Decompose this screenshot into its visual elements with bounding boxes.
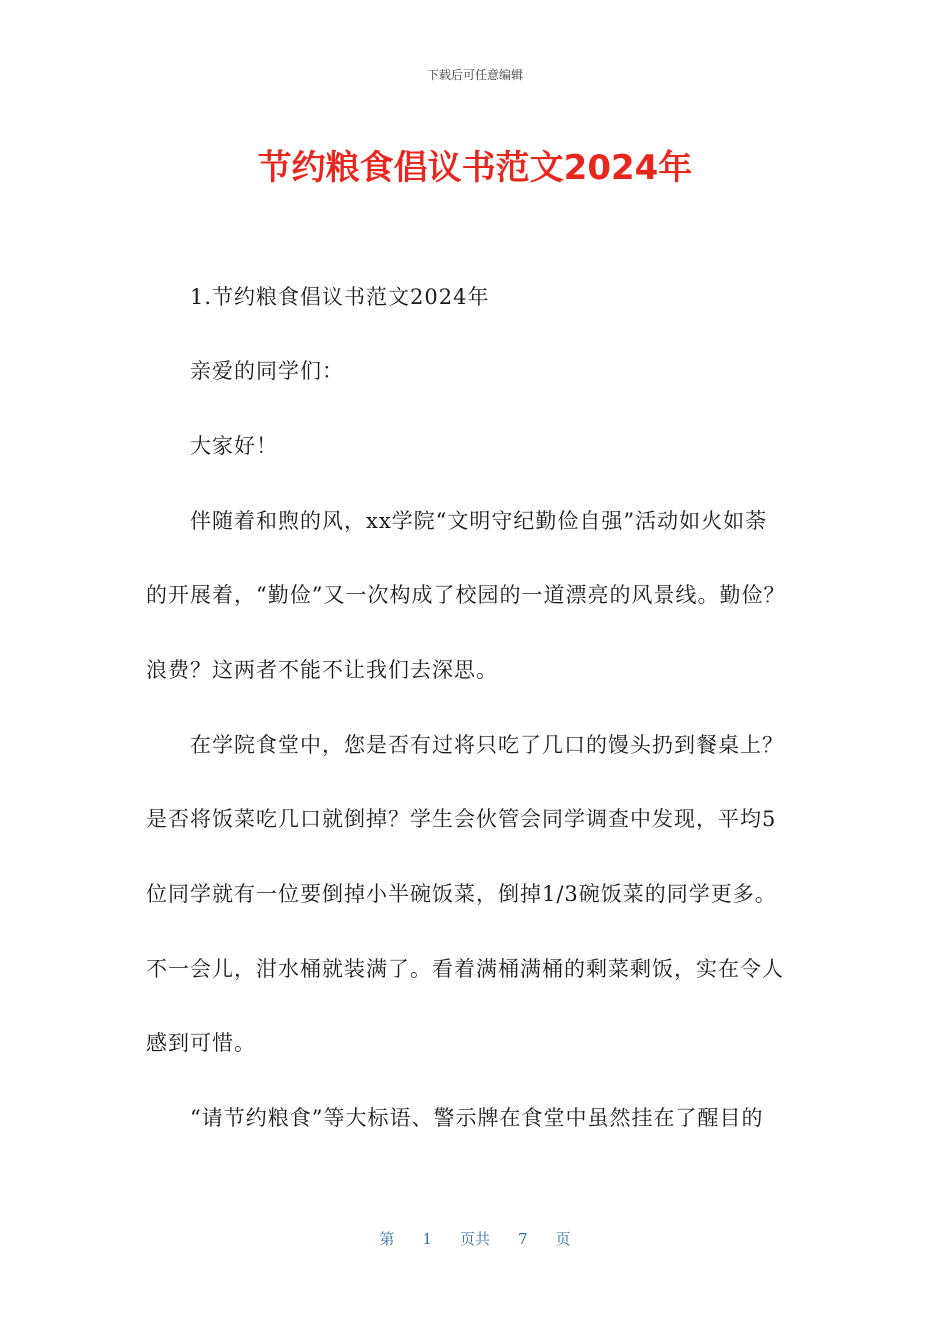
body-line: 是否将饭菜吃几口就倒掉？学生会伙管会同学调查中发现，平均5	[146, 807, 777, 831]
body-line: 的开展着，“勤俭”又一次构成了校园的一道漂亮的风景线。勤俭？	[146, 583, 786, 607]
body-line: 在学院食堂中，您是否有过将只吃了几口的馒头扔到餐桌上？	[190, 733, 784, 757]
body-line: 1.节约粮食倡议书范文2024年	[190, 285, 490, 309]
footer-total-pages: 7	[518, 1230, 528, 1248]
body-line: 伴随着和煦的风，xx学院“文明守纪勤俭自强”活动如火如荼	[190, 509, 768, 533]
body-line: 位同学就有一位要倒掉小半碗饭菜，倒掉1/3碗饭菜的同学更多。	[146, 882, 777, 906]
document-title: 节约粮食倡议书范文2024年	[257, 148, 693, 188]
body-line: 大家好！	[190, 434, 278, 458]
page-header-note: 下载后可任意编辑	[426, 68, 523, 82]
page-footer	[0, 1228, 950, 1249]
footer-page-number: 1	[422, 1230, 432, 1248]
body-line: 感到可惜。	[146, 1031, 256, 1055]
footer-page-suffix: 页	[555, 1230, 571, 1248]
footer-page-of: 页共	[459, 1230, 490, 1248]
body-line: 浪费？这两者不能不让我们去深思。	[146, 658, 498, 682]
body-line: “请节约粮食”等大标语、警示牌在食堂中虽然挂在了醒目的	[190, 1106, 764, 1130]
footer-page-label: 第	[379, 1230, 395, 1248]
body-line: 不一会儿，泔水桶就装满了。看着满桶满桶的剩菜剩饭，实在令人	[146, 957, 784, 981]
body-line: 亲爱的同学们：	[190, 359, 344, 383]
